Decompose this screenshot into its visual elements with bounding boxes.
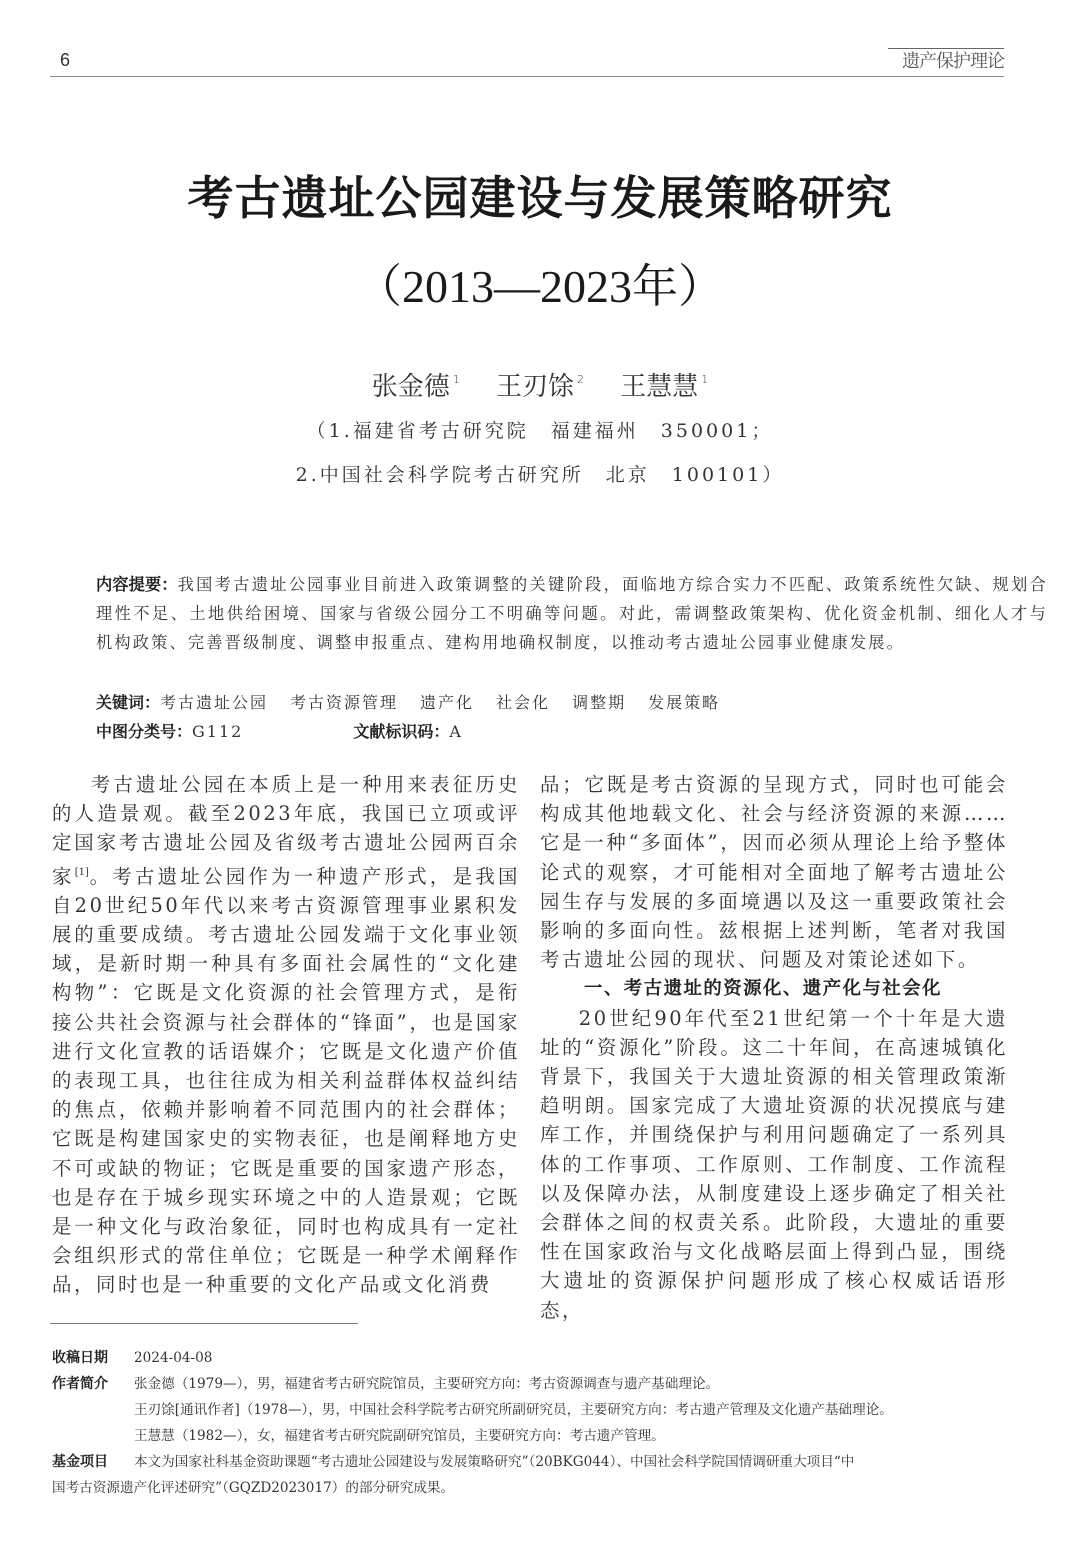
article-subtitle: （2013—2023年）: [356, 261, 724, 312]
footnote-rule: [50, 1323, 358, 1324]
author-bio-entry: 王刃馀[通讯作者]（1978—），男，中国社会科学院考古研究所副研究员，主要研究方向：考古遗产管理及文化遗产基础理论。: [134, 1402, 893, 1418]
author-name: 张金德: [371, 372, 450, 402]
keyword: 考古资源管理: [290, 693, 399, 712]
keywords-label: 关键词：: [96, 693, 161, 712]
running-header: [50, 48, 1004, 78]
received-value: 2024-04-08: [134, 1350, 213, 1366]
affiliation-mark: 1: [452, 373, 460, 386]
paragraph-text: 。考古遗址公园作为一种遗产形式，是我国自20世纪50年代以来考古资源管理事业累积发展的重要成绩。考古遗址公园发端于文化事业领域，是新时期一种具有多面社会属性的“文化建构物”：它既是文化资源的社会管理方式，是衔接公共社会资源与社会群体的“锋面”，也是国家进行文化宣教的话语媒介；它既是文化遗产价值的表现工具，也往往成为相关利益群体权益纠结的焦点，依赖并影响着不同范围内的社会群体；它既是构建国家史的实物表征，也是阐释地方史不可或缺的物证；它既是重要的国家遗产形态，也是存在于城乡现实环境之中的人造景观；它既是一种文化与政治象征，同时也构成具有一定社会组织形式的常住单位；它既是一种学术阐释作品，同时也是一种重要的文化产品或文化消费: [52, 864, 520, 1297]
citation-ref[interactable]: [1]: [74, 866, 89, 878]
body-paragraph: [52, 770, 520, 1300]
author-name: 王慧慧: [620, 372, 699, 402]
affiliation-1: （1.福建省考古研究院 福建福州 350001；: [306, 420, 774, 442]
classification: [96, 719, 463, 742]
funding-label: 基金项目: [52, 1454, 108, 1470]
clc-value: G112: [192, 722, 244, 741]
funding-text-continued: 国考古资源遗产化评述研究”（GQZD2023017）的部分研究成果。: [52, 1480, 455, 1496]
page-number: 6: [60, 50, 71, 70]
header-rule: [50, 76, 1004, 77]
paragraph-text: 考古遗址公园在本质上是一种用来表征历史的人造景观。截至2023年底，我国已立项或评定国家考古遗址公园及省级考古遗址公园两百余家: [52, 773, 520, 888]
author-name: 王刃馀: [495, 372, 574, 402]
author: [496, 372, 584, 402]
keyword: 发展策略: [648, 693, 721, 712]
article-title: 考古遗址公园建设与发展策略研究: [187, 171, 893, 225]
author-list: [0, 366, 1080, 403]
affiliation-mark: 2: [577, 373, 584, 386]
footnotes: [52, 1345, 1012, 1501]
affiliation-mark: 1: [701, 373, 709, 386]
author-bio-label: 作者简介: [52, 1376, 108, 1392]
received-label: 收稿日期: [52, 1350, 108, 1366]
author-bio-entry: 王慧慧（1982—），女，福建省考古研究院副研究馆员，主要研究方向：考古遗产管理。: [134, 1428, 665, 1444]
section-heading: 一、考古遗址的资源化、遗产化与社会化: [584, 978, 943, 1000]
keyword: 社会化: [496, 693, 551, 712]
doc-code-label: 文献标识码：: [353, 722, 450, 741]
keyword: 考古遗址公园: [160, 693, 269, 712]
body-column-left: [52, 770, 520, 1300]
journal-section-name: 遗产保护理论: [888, 48, 1004, 73]
funding-text: 本文为国家社科基金资助课题“考古遗址公园建设与发展策略研究”（20BKG044）、中国社会科学院国情调研重大项目“中: [134, 1454, 855, 1470]
body-paragraph: 20世纪90年代至21世纪第一个十年是大遗址的“资源化”阶段。这二十年间，在高速城镇化背景下，我国关于大遗址资源的相关管理政策渐趋明朗。国家完成了大遗址资源的状况摸底与建库工作，并围绕保护与利用问题确定了一系列具体的工作事项、工作原则、工作制度、工作流程以及保障办法，从制度建设上逐步确定了相关社会群体之间的权责关系。此阶段，大遗址的重要性在国家政治与文化战略层面上得到凸显，围绕大遗址的资源保护问题形成了核心权威话语形态，: [540, 1006, 1008, 1322]
clc-label: 中图分类号：: [96, 722, 193, 741]
affiliation-2: 2.中国社会科学院考古研究所 北京 100101）: [295, 464, 785, 486]
received-date: [52, 1345, 1012, 1371]
abstract-text: 我国考古遗址公园事业目前进入政策调整的关键阶段，面临地方综合实力不匹配、政策系统性欠缺、规划合理性不足、土地供给困境、国家与省级公园分工不明确等问题。对此，需调整政策架构、优化资金机制、细化人才与机构政策、完善晋级制度、调整申报重点、建构用地确权制度，以推动考古遗址公园事业健康发展。: [96, 575, 1048, 652]
funding: [52, 1449, 1012, 1475]
body-paragraph: 品；它既是考古资源的呈现方式，同时也可能会构成其他地载文化、社会与经济资源的来源……它是一种“多面体”，因而必须从理论上给予整体论式的观察，才可能相对全面地了解考古遗址公园生存与发展的多面境遇以及这一重要政策社会影响的多面向性。兹根据上述判断，笔者对我国考古遗址公园的现状、问题及对策论述如下。: [540, 773, 1008, 972]
author: [620, 372, 708, 402]
keyword: 调整期: [572, 693, 627, 712]
body-column-right: [540, 770, 1008, 1325]
keyword: 遗产化: [420, 693, 475, 712]
abstract: [52, 570, 1048, 657]
author-bio: [52, 1371, 1012, 1397]
keywords: [96, 690, 742, 713]
abstract-label: 内容提要：: [96, 575, 178, 594]
author-bio-entry: 张金德（1979—），男，福建省考古研究院馆员，主要研究方向：考古资源调查与遗产基础理论。: [134, 1376, 720, 1392]
author: [372, 372, 460, 402]
doc-code-value: A: [449, 722, 463, 741]
